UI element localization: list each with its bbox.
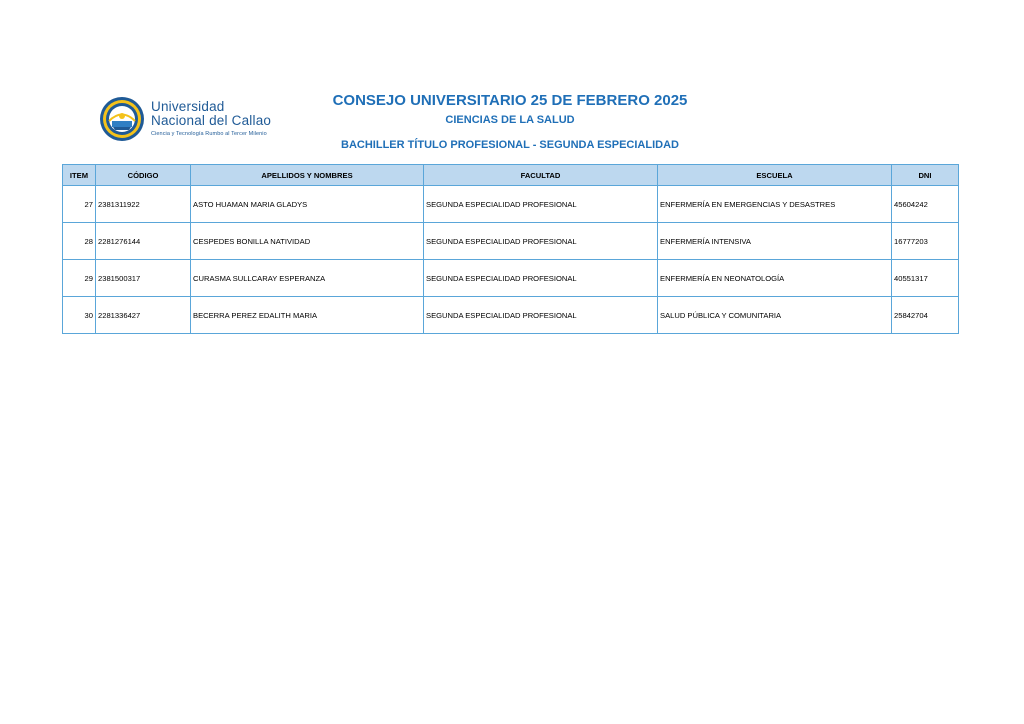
- cell-faculty: SEGUNDA ESPECIALIDAD PROFESIONAL: [424, 223, 658, 260]
- cell-name: BECERRA PEREZ EDALITH MARIA: [191, 297, 424, 334]
- cell-dni: 25842704: [892, 297, 959, 334]
- page-title: CONSEJO UNIVERSITARIO 25 DE FEBRERO 2025: [332, 92, 688, 109]
- table-row: [63, 223, 959, 260]
- column-header-item: ITEM: [63, 165, 96, 186]
- cell-dni: 40551317: [892, 260, 959, 297]
- cell-item: 27: [63, 186, 96, 223]
- cell-school: SALUD PÚBLICA Y COMUNITARIA: [658, 297, 892, 334]
- cell-school: ENFERMERÍA EN EMERGENCIAS Y DESASTRES: [658, 186, 892, 223]
- cell-code: 2281276144: [96, 223, 191, 260]
- cell-school: ENFERMERÍA EN NEONATOLOGÍA: [658, 260, 892, 297]
- cell-dni: 45604242: [892, 186, 959, 223]
- cell-name: CURASMA SULLCARAY ESPERANZA: [191, 260, 424, 297]
- cell-code: 2381500317: [96, 260, 191, 297]
- cell-code: 2281336427: [96, 297, 191, 334]
- cell-school: ENFERMERÍA INTENSIVA: [658, 223, 892, 260]
- column-header-names: APELLIDOS Y NOMBRES: [191, 165, 424, 186]
- table-row: [63, 186, 959, 223]
- cell-faculty: SEGUNDA ESPECIALIDAD PROFESIONAL: [424, 297, 658, 334]
- cell-code: 2381311922: [96, 186, 191, 223]
- table-row: [63, 260, 959, 297]
- cell-item: 30: [63, 297, 96, 334]
- column-header-dni: DNI: [892, 165, 959, 186]
- column-header-school: ESCUELA: [658, 165, 892, 186]
- cell-item: 28: [63, 223, 96, 260]
- logo-tagline: Ciencia y Tecnología Rumbo al Tercer Milenio: [151, 131, 267, 137]
- university-seal-icon: [99, 96, 145, 142]
- logo-line-2: Nacional del Callao: [151, 113, 272, 128]
- table-header-row: [63, 165, 959, 186]
- section-title: BACHILLER TÍTULO PROFESIONAL - SEGUNDA ESPECIALIDAD: [341, 139, 679, 151]
- cell-item: 29: [63, 260, 96, 297]
- column-header-faculty: FACULTAD: [424, 165, 658, 186]
- cell-faculty: SEGUNDA ESPECIALIDAD PROFESIONAL: [424, 260, 658, 297]
- cell-name: ASTO HUAMAN MARIA GLADYS: [191, 186, 424, 223]
- cell-name: CESPEDES BONILLA NATIVIDAD: [191, 223, 424, 260]
- university-logo: [99, 96, 271, 142]
- graduates-table: [62, 164, 959, 334]
- cell-faculty: SEGUNDA ESPECIALIDAD PROFESIONAL: [424, 186, 658, 223]
- page-subtitle: CIENCIAS DE LA SALUD: [445, 114, 575, 126]
- column-header-code: CÓDIGO: [96, 165, 191, 186]
- table-row: [63, 297, 959, 334]
- cell-dni: 16777203: [892, 223, 959, 260]
- logo-line-1: Universidad: [151, 99, 225, 114]
